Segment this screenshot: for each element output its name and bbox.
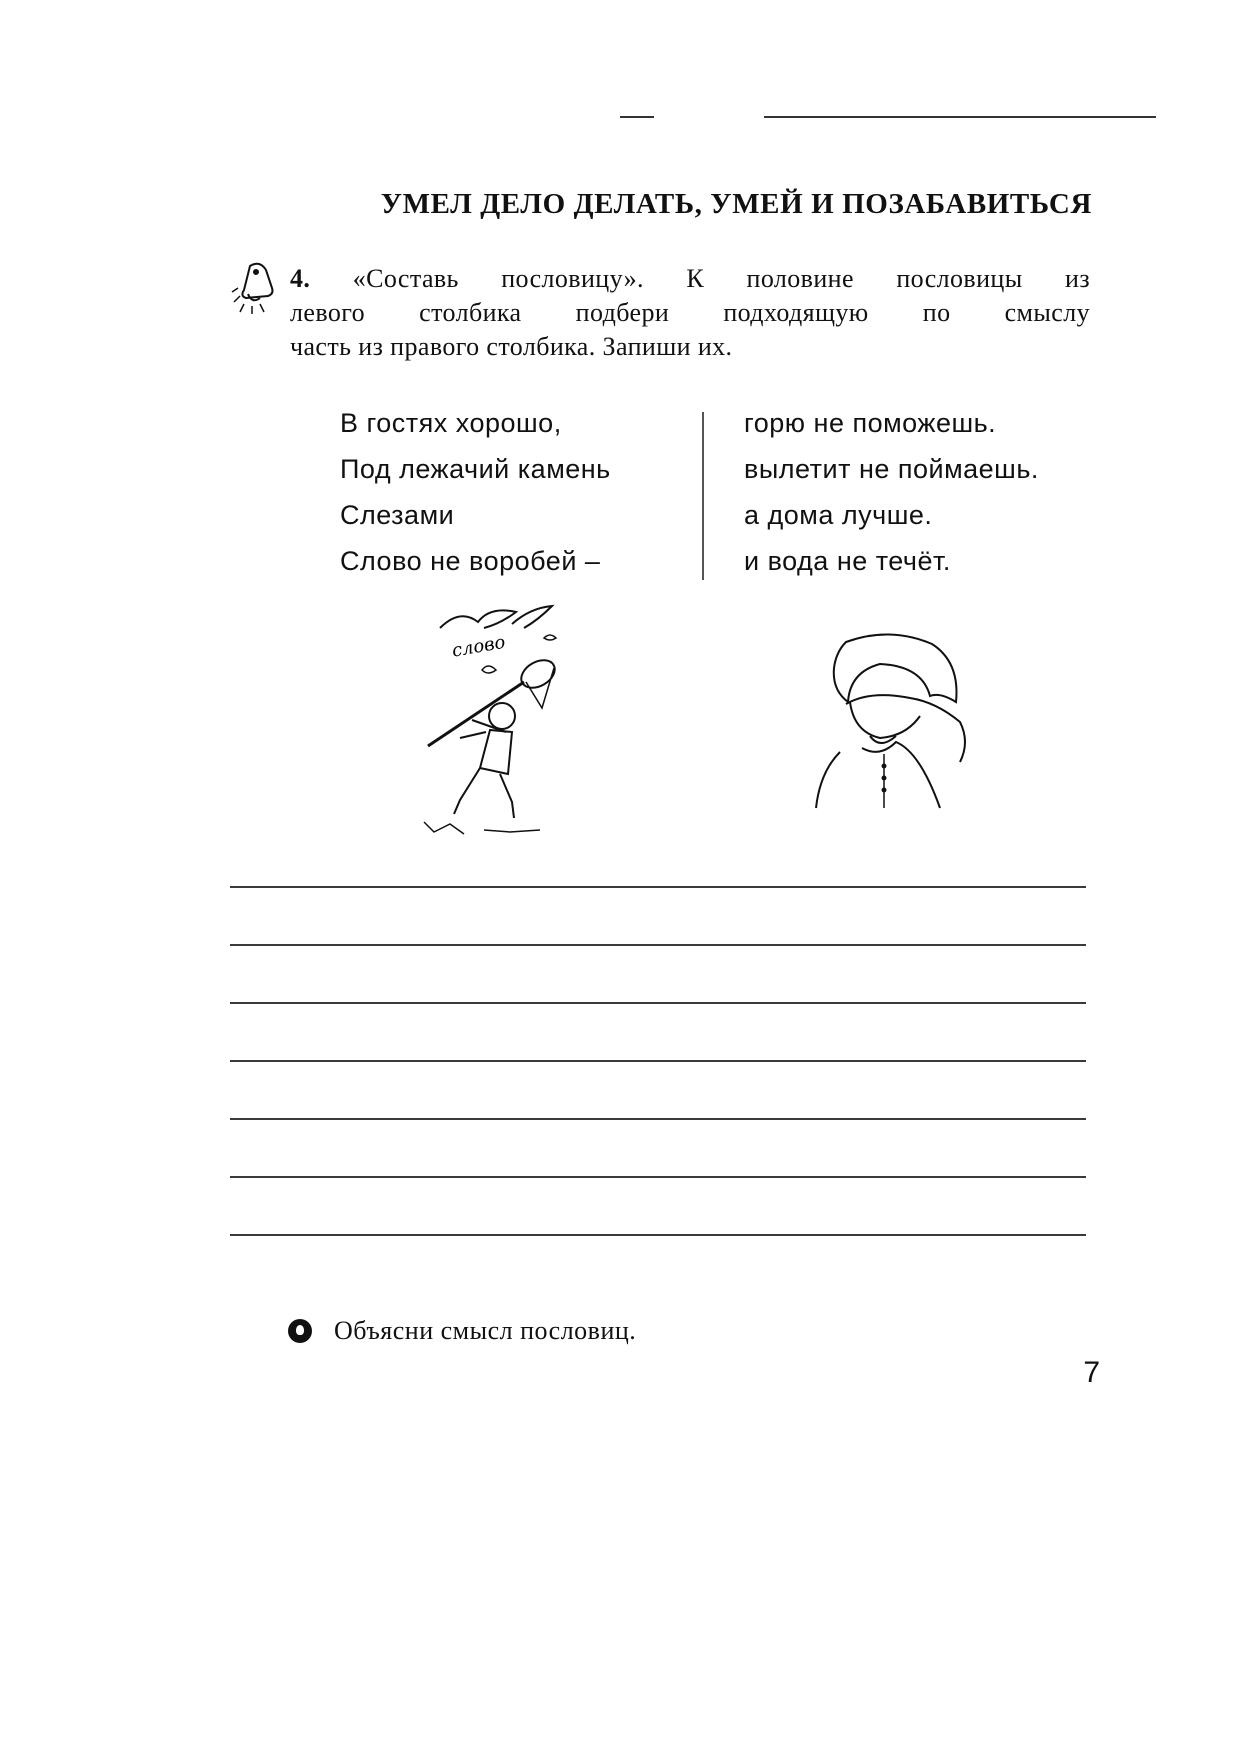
answer-line[interactable] [230,886,1086,888]
answer-line[interactable] [230,1234,1086,1236]
proverb-left-item: Слезами [340,500,455,530]
proverb-right-column [744,400,1114,584]
top-rule-long [764,116,1156,118]
proverb-left-column [340,400,680,584]
bell-icon [230,258,292,320]
proverb-left-item: Под лежачий камень [340,454,611,484]
proverb-right-item: а дома лучше. [744,500,933,530]
task-line-2: левого столбика подбери подходящую по смыслу [290,298,1090,327]
proverb-left-item: В гостях хорошо, [340,408,562,438]
proverb-right-item: вылетит не поймаешь. [744,454,1039,484]
followup-text: Объясни смысл пословиц. [334,1316,637,1345]
answer-line[interactable] [230,1176,1086,1178]
top-rule-short [620,116,654,118]
answer-lines[interactable] [230,886,1086,1292]
crying-girl-illustration [810,632,985,812]
task-number: 4. [290,264,311,293]
proverb-right-item: и вода не течёт. [744,546,951,576]
task-line-3: часть из правого столбика. Запиши их. [290,332,733,361]
page-title: УМЕЛ ДЕЛО ДЕЛАТЬ, УМЕЙ И ПОЗАБАВИТЬСЯ [380,188,1092,220]
drop-marker-icon [288,1319,312,1343]
page-number: 7 [1083,1356,1100,1389]
proverb-left-item: Слово не воробей – [340,546,601,576]
answer-line[interactable] [230,1002,1086,1004]
task-line-1: 4. «Составь пословицу». К половине пословицы из [290,264,1090,293]
answer-line[interactable] [230,1060,1086,1062]
winged-word-label: слово [450,631,507,662]
answer-line[interactable] [230,944,1086,946]
column-divider [702,412,704,580]
boy-with-net-illustration [420,598,620,838]
proverb-right-item: горю не поможешь. [744,408,997,438]
task-text [290,262,1090,364]
followup-task [288,1316,888,1346]
answer-line[interactable] [230,1118,1086,1120]
